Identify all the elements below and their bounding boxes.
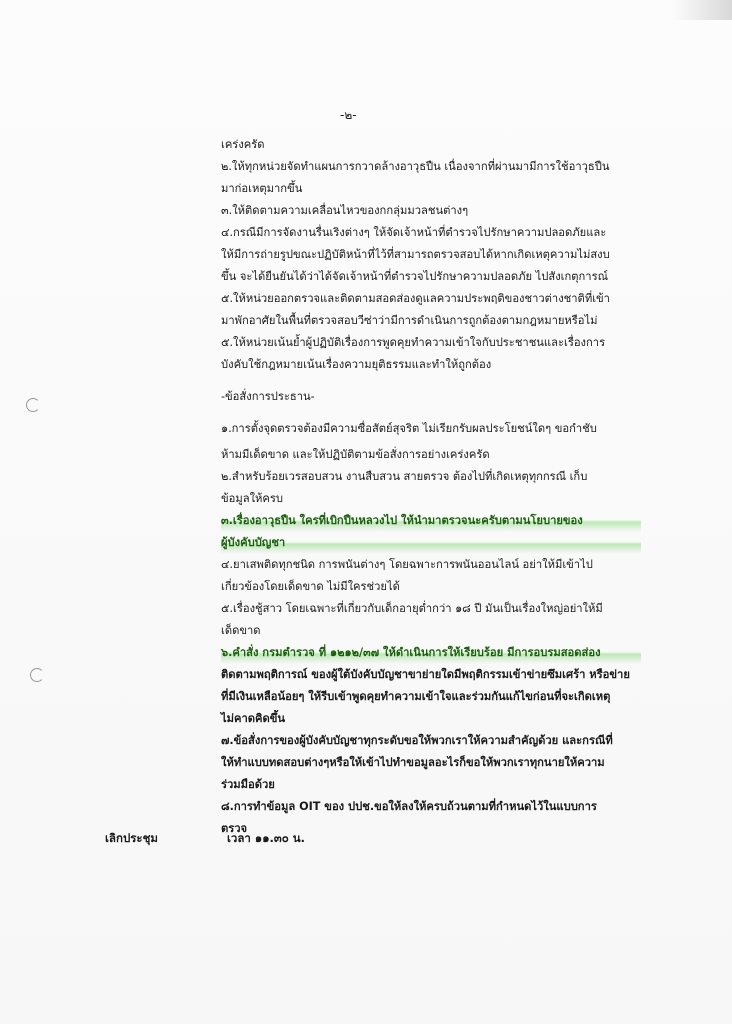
text-line: บังคับใช้กฎหมายเน้นเรื่องความยุติธรรมและทำให้ถูกต้อง — [221, 358, 492, 371]
bold-line: ตรวจ — [221, 822, 248, 835]
text-line: ๕.ให้หน่วยเน้นย้ำผู้ปฏิบัติเรื่องการพูดคุยทำความเข้าใจกับประชาชนและเรื่องการ — [221, 336, 606, 349]
highlighted-line: ๖.คำสั่ง กรมตำรวจ ที่ ๑๒๑๒/๓๗ ให้ดำเนินการให้เรียบร้อย มีการอบรมสอดส่อง — [221, 642, 641, 664]
bold-line: ร่วมมือด้วย — [221, 778, 275, 791]
meeting-end-time: เวลา ๑๑.๓๐ น. — [227, 831, 305, 845]
punch-hole-mark — [26, 398, 40, 412]
bold-line: ไม่คาดคิดขึ้น — [221, 712, 286, 725]
bold-line: ที่มีเงินเหลือน้อยๆ ให้รีบเข้าพูดคุยทำความเข้าใจและร่วมกันแก้ไขก่อนที่จะเกิดเหตุ — [221, 690, 611, 703]
bold-line: ๘.การทำข้อมูล OIT ของ ปปช.ขอให้ลงให้ครบถ้วนตามที่กำหนดไว้ในแบบการ — [221, 800, 597, 813]
text-line: มาก่อเหตุมากขึ้น — [221, 182, 303, 195]
chair-line: ๔.ยาเสพติดทุกชนิด การพนันต่างๆ โดยฉพาะการพนันออนไลน์ อย่าให้มีเข้าไป — [221, 558, 593, 571]
chair-line: ๑.การตั้งจุดตรวจต้องมีความซื่อสัตย์สุจริต ไม่เรียกรับผลประโยชน์ใดๆ ขอกำชับ — [221, 422, 597, 435]
highlighted-line: ๓.เรื่องอาวุธปืน ใครที่เบิกปืนหลวงไป ให้นำมาตรวจนะครับตามนโยบายของ — [221, 510, 641, 532]
punch-hole-mark — [30, 668, 44, 682]
meeting-end-label: เลิกประชุม — [105, 831, 158, 845]
page-number: -๒- — [340, 108, 357, 122]
chair-line: ๒.สำหรับร้อยเวรสอบสวน งานสืบสวน สายตรวจ ต้องไปที่เกิดเหตุทุกกรณี เก็บ — [221, 470, 588, 483]
bold-line: ๗.ข้อสั่งการของผู้บังคับบัญชาทุกระดับขอให้พวกเราให้ความสำคัญด้วย และกรณีที่ — [221, 734, 613, 747]
bold-line: ให้ทำแบบทดสอบต่างๆหรือให้เข้าไปทำขอมูลอะไรก็ขอให้พวกเราทุกนายให้ความ — [221, 756, 605, 769]
text-line: ขึ้น จะได้ยืนยันได้ว่าได้จัดเจ้าหน้าที่ตำรวจไปรักษาความปลอดภัย ไปสังเกตุการณ์ — [221, 270, 608, 283]
text-line: เคร่งครัด — [221, 138, 265, 151]
meeting-minutes-body — [221, 134, 641, 840]
highlighted-line: ผู้บังคับบัญชา — [221, 532, 641, 554]
chair-line: ข้อมูลให้ครบ — [221, 492, 284, 505]
text-line: ให้มีการถ่ายรูปขณะปฏิบัติหน้าที่ไว้ที่สามารถตรวจสอบได้หากเกิดเหตุความไม่สงบ — [221, 248, 610, 261]
text-line: ๔.กรณีมีการจัดงานรื่นเริงต่างๆ ให้จัดเจ้าหน้าที่ตำรวจไปรักษาความปลอดภัยและ — [221, 226, 607, 239]
chair-line: ๕.เรื่องชู้สาว โดยเฉพาะที่เกี่ยวกับเด็กอายุต่ำกว่า ๑๘ ปี มันเป็นเรื่องใหญ่อย่าให้มี — [221, 602, 603, 615]
bold-line: ติดตามพฤติการณ์ ของผู้ใต้บังคับบัญชาขาย่ายใดมีพฤติกรรมเข้าข่ายซึมเศร้า หรือข่าย — [221, 668, 630, 681]
text-line: มาพักอาศัยในพื้นที่ตรวจสอบวีซ่าว่ามีการดำเนินการถูกต้องตามกฎหมายหรือไม่ — [221, 314, 598, 327]
chair-heading: -ข้อสั่งการประธาน- — [221, 390, 315, 403]
text-line: ๒.ให้ทุกหน่วยจัดทำแผนการกวาดล้างอาวุธปืน เนื่องจากที่ผ่านมามีการใช้อาวุธปืน — [221, 160, 610, 173]
text-line: ๕.ให้หน่วยออกตรวจและติดตามสอดส่องดูแลความประพฤติของชาวต่างชาติที่เข้า — [221, 292, 610, 305]
text-line: ๓.ให้ติดตามความเคลื่อนไหวของกกลุ่มมวลชนต่างๆ — [221, 204, 469, 217]
chair-line: เกี่ยวข้องโดยเด็ดขาด ไม่มีใครช่วยได้ — [221, 580, 400, 593]
chair-line: ห้ามมีเด็ดขาด และให้ปฏิบัติตามข้อสั่งการอย่างเคร่งครัด — [221, 448, 490, 461]
chair-line: เด็ดขาด — [221, 624, 261, 637]
scan-shadow — [672, 0, 732, 20]
